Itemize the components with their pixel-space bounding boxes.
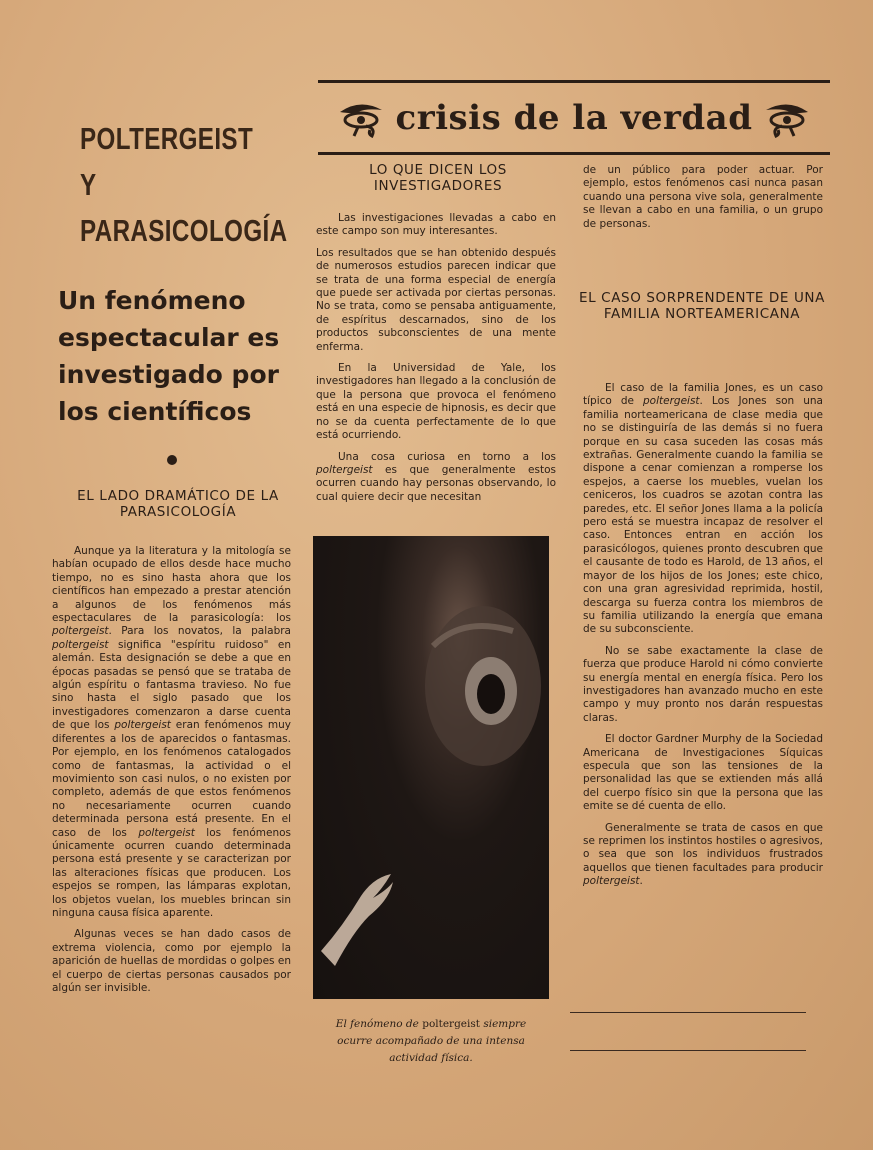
eye-of-horus-icon	[336, 98, 386, 138]
col3-heading: EL CASO SORPRENDENTE DE UNA FAMILIA NORTEAMERICANA	[579, 290, 825, 322]
col2-body	[316, 212, 556, 504]
eye-of-horus-icon	[762, 98, 812, 138]
title-line-2: PARASICOLOGÍA	[80, 213, 288, 248]
title-line-1: POLTERGEIST Y	[80, 121, 254, 202]
section-title: crisis de la verdad	[395, 98, 753, 138]
col3-paragraph-2: No se sabe exactamente la clase de fuerza que produce Harold ni cómo convierte su energía mental en energía física. Pero los investigadores han avanzado mucho en este campo y muy pronto nos darán respuestas claras.	[583, 644, 823, 724]
col3-body	[583, 382, 823, 889]
header-bottom-rule	[318, 152, 830, 155]
footer-rule-2	[570, 1050, 806, 1051]
article-photo	[313, 536, 549, 999]
col2-paragraph-2: Los resultados que se han obtenido después de numerosos estudios parecen indicar que se trata de una forma especial de energía que puede ser activada por ciertas personas. No se trata, como se pensaba antiguamente, de espíritus descarnados, sino de los productos subconscientes de una mente enferma.	[316, 246, 556, 353]
col1-paragraph-2: Algunas veces se han dado casos de extrema violencia, como por ejemplo la aparición de huellas de mordidas o golpes en el cuerpo de ciertas personas causados por algún ser invisible.	[52, 928, 291, 994]
footer-rule-1	[570, 1012, 806, 1013]
col2-paragraph-4: Una cosa curiosa en torno a los poltergeist es que generalmente estos ocurren cuando hay personas observando, lo cual quiere decir que necesitan	[316, 450, 556, 503]
photo-caption: El fenómeno de poltergeist siempre ocurre acompañado de una intensa actividad física.	[335, 1018, 527, 1064]
col2-heading: LO QUE DICEN LOS INVESTIGADORES	[369, 162, 507, 194]
screaming-face-image	[313, 536, 549, 999]
col3-paragraph-1: El caso de la familia Jones, es un caso típico de poltergeist. Los Jones son una familia norteamericana de clase media que no se distinguiría de las demás si no fuera porque en su casa suceden las cosas más extrañas. Generalmente cuando la familia se dispone a cenar comienzan a romperse los espejos, a caerse los muebles, vuelan los ceniceros, los cuadros se azotan contra las paredes, etc. El señor Jones llama a la policía pero está se muestra incapaz de resolver el caso. Entonces entran en acción los parasicólogos, quienes pronto descubren que el causante de todo es Harold, de 13 años, el mayor de los hijos de los Jones; este chico, con una gran agresividad reprimida, hostil, descarga su fuerza contra los miembros de su familia utilizando la energía que emana de su subconsciente.	[583, 382, 823, 636]
article-subtitle: Un fenómeno espectacular es investigado por los científicos	[58, 286, 280, 426]
article-title	[80, 116, 288, 254]
col1-paragraph-1: Aunque ya la literatura y la mitología se habían ocupado de ellos desde hace mucho tiempo, no es sino hasta ahora que los científicos han empezado a prestar atención a algunos de los fenómenos más espectaculares de la parasicología: los poltergeist. Para los novatos, la palabra poltergeist significa "espíritu ruidoso" en alemán. Esta designación se debe a que en épocas pasadas se pensó que se trataba de algún espíritu o fantasma travieso. No fue sino hasta el siglo pasado que los investigadores comenzaron a darse cuenta de que los poltergeist eran fenómenos muy diferentes a los de aparecidos o fantasmas. Por ejemplo, en los fenómenos catalogados como de fantasmas, la actividad o el movimiento son casi nulos, o no existen por completo, además de que estos fenómenos no necesariamente ocurren cuando determinada persona está presente. En el caso de los poltergeist los fenómenos únicamente ocurren cuando determinada persona está presente y se caracterizan por las alteraciones físicas que producen. Los espejos se rompen, las lámparas explotan, los objetos vuelan, los muebles brincan sin ninguna causa física aparente.	[52, 545, 291, 919]
col1-body	[52, 545, 291, 995]
col2-paragraph-3: En la Universidad de Yale, los investigadores han llegado a la conclusión de que la persona que provoca el fenómeno está en una especie de hipnosis, es decir que no se da cuenta perfectamente de lo que está ocurriendo.	[316, 362, 556, 442]
col3-paragraph-0: de un público para poder actuar. Por ejemplo, estos fenómenos casi nunca pasan cuando una persona vive sola, generalmente se llevan a cabo en una familia, o un grupo de personas.	[583, 164, 823, 230]
bullet-dot	[167, 455, 177, 465]
col3-body-top	[583, 164, 823, 231]
col3-paragraph-3: El doctor Gardner Murphy de la Sociedad Americana de Investigaciones Síquicas especula que son las tensiones de la personalidad las que se extienden más allá del cuerpo físico sin que la persona que las emite se dé cuenta de ello.	[583, 733, 823, 813]
col3-paragraph-4: Generalmente se trata de casos en que se reprimen los instintos hostiles o agresivos, o sea que son los individuos frustrados aquellos que tienen facultades para producir poltergeist.	[583, 821, 823, 888]
section-header	[318, 86, 830, 150]
header-top-rule	[318, 80, 830, 83]
col1-heading: EL LADO DRAMÁTICO DE LA PARASICOLOGÍA	[77, 488, 279, 520]
col2-paragraph-1: Las investigaciones llevadas a cabo en este campo son muy interesantes.	[316, 212, 556, 238]
